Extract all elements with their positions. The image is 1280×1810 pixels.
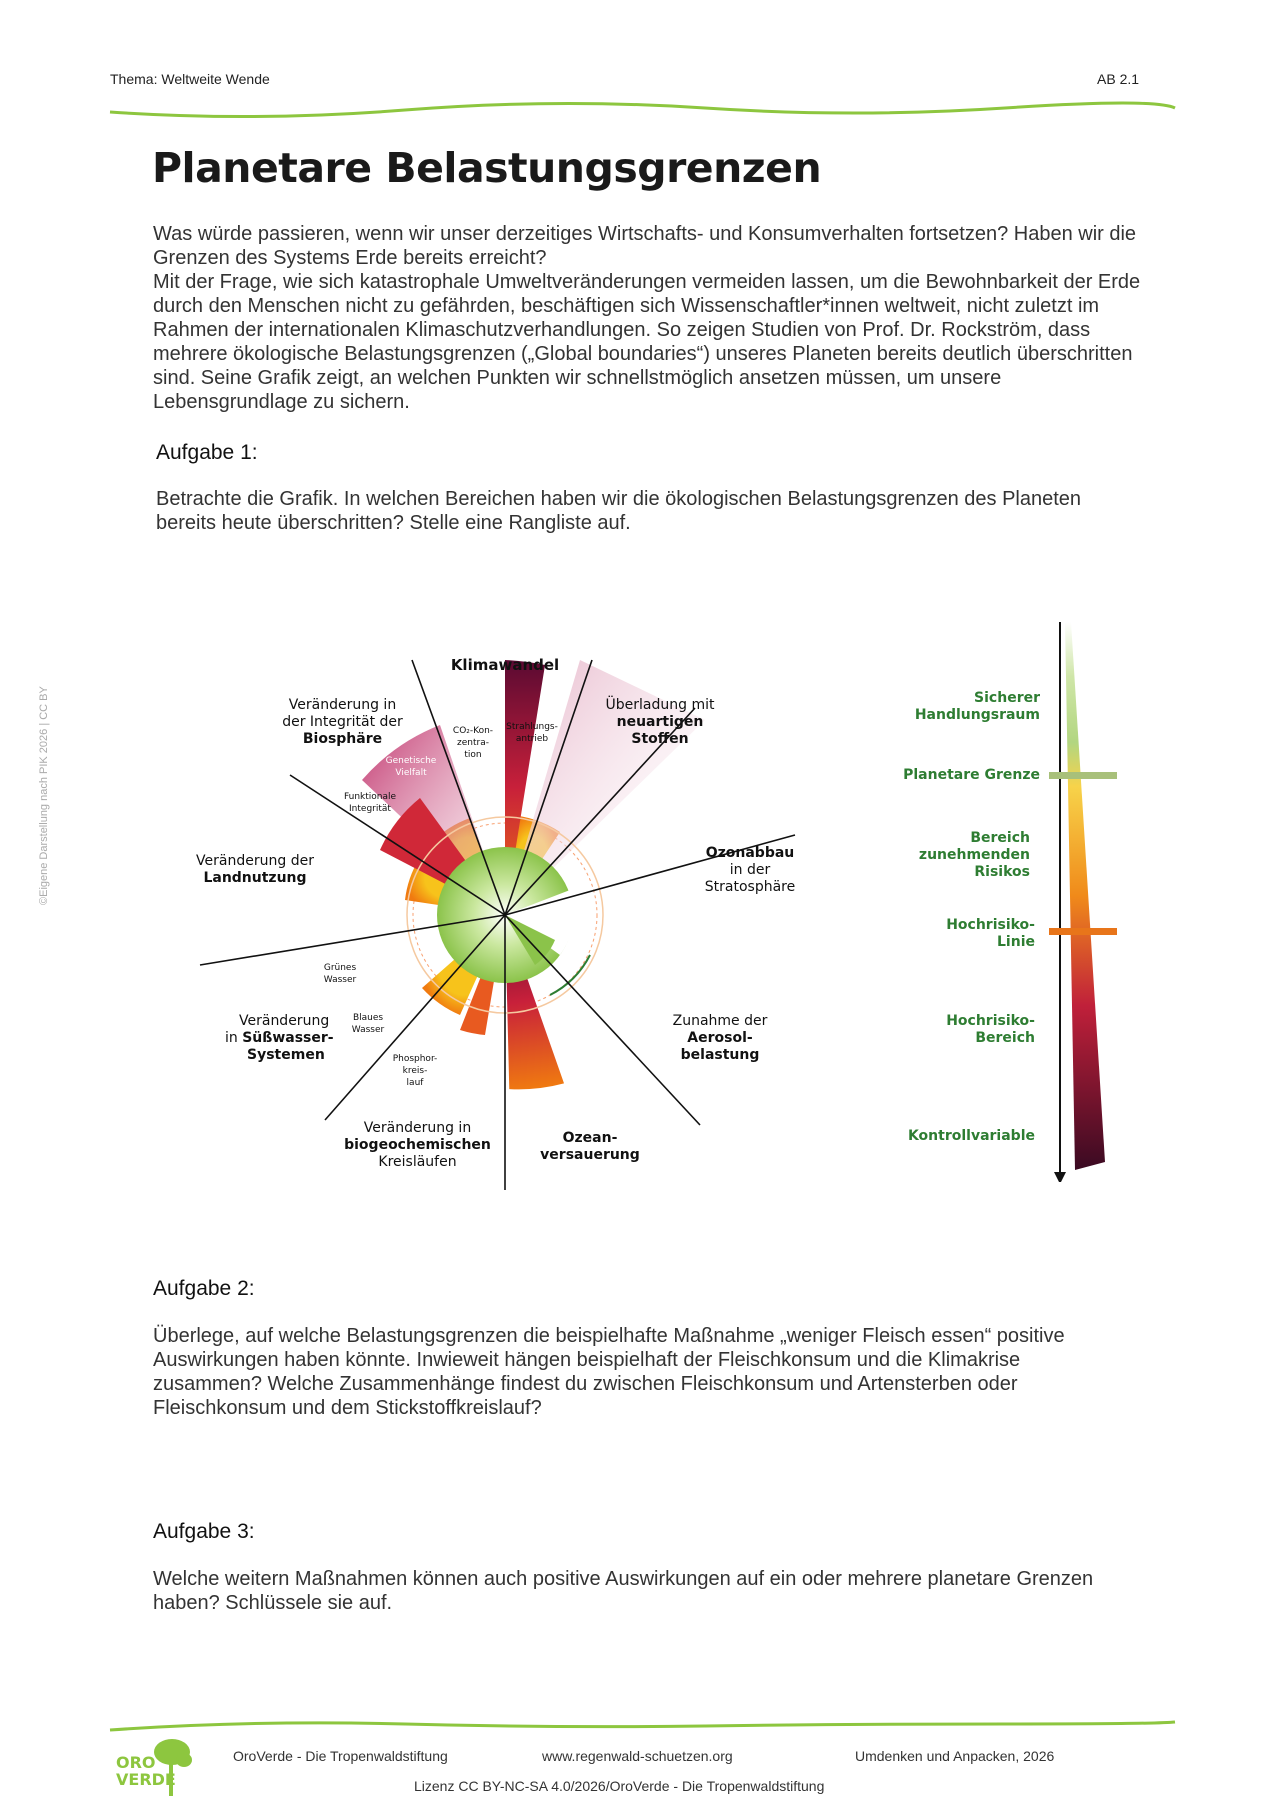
scale-label-safe: Sicherer Handlungsraum [914, 690, 1040, 723]
high-risk-marker [1049, 928, 1117, 935]
task1-heading: Aufgabe 1: [156, 441, 258, 464]
footer-org: OroVerde - Die Tropenwaldstiftung [233, 1748, 448, 1764]
task3-text: Welche weitern Maßnahmen können auch positive Auswirkungen auf ein oder mehrere planetare Grenzen haben? Schlüssele sie auf. [153, 1568, 1094, 1614]
page-title: Planetare Belastungsgrenzen [152, 144, 822, 192]
scale-label-increasing-risk: Bereich zunehmenden Risikos [918, 830, 1030, 880]
scale-label-high-risk-line: Hochrisiko- Linie [946, 917, 1035, 950]
label-genetische-vielfalt: Genetische Vielfalt [385, 756, 437, 778]
risk-scale [1035, 622, 1125, 1182]
task3-heading: Aufgabe 3: [153, 1520, 255, 1543]
scale-wedge [1065, 622, 1105, 1170]
scale-label-control-variable: Kontrollvariable [907, 1128, 1035, 1144]
label-neuartige-stoffe: Überladung mit neuartigen Stoffen [605, 697, 715, 747]
label-funktionale-integritaet: Funktionale Integrität [343, 792, 397, 814]
task1-text: Betrachte die Grafik. In welchen Bereichen haben wir die ökologischen Belastungsgrenzen des Planeten bereits heute überschritten? Stelle eine Rangliste auf. [156, 488, 1082, 534]
label-blaues-wasser: Blaues Wasser [351, 1013, 385, 1035]
task2-heading: Aufgabe 2: [153, 1277, 255, 1300]
label-klimawandel: Klimawandel [450, 656, 560, 674]
footer-series: Umdenken und Anpacken, 2026 [855, 1748, 1055, 1764]
scale-label-boundary: Planetare Grenze [903, 767, 1040, 783]
footer-url[interactable]: www.regenwald-schuetzen.org [542, 1748, 733, 1764]
footer-wave-divider [105, 1712, 1180, 1742]
scale-label-high-risk-zone: Hochrisiko- Bereich [946, 1013, 1035, 1046]
logo-wordmark: ORO VERDE [116, 1753, 176, 1789]
header-code: AB 2.1 [1097, 71, 1140, 87]
label-phosphorkreislauf: Phosphor- kreis- lauf [392, 1054, 438, 1088]
label-gruenes-wasser: Grünes Wasser [323, 963, 357, 985]
intro-paragraph-2: Mit der Frage, wie sich katastrophale Umweltveränderungen vermeiden lassen, um die Bewohnbarkeit der Erde durch den Menschen nicht zu gefährden, beschäftigen sich Wissenschaftler*innen weltweit, nicht zuletzt im Rahmen der internationalen Klimaschutzverhandlungen. So zeigen Studien von Prof. Dr. Rockström, dass mehrere ökologische Belastungsgrenzen („Global boundaries“) unseres Planeten bereits deutlich überschritten sind. Seine Grafik zeigt, an welchen Punkten wir schnellstmöglich ansetzen müssen, um unsere Lebensgrundlage zu sichern. [153, 271, 1141, 413]
label-biosphaere: Veränderung in der Integrität der Biosphäre [282, 697, 403, 747]
label-suesswasser: Veränderung in Süßwasser- Systemen [225, 1013, 334, 1063]
label-strahlungsantrieb: Strahlungs- antrieb [506, 722, 558, 744]
header-wave-divider [105, 96, 1180, 126]
scale-arrow [1054, 1172, 1066, 1182]
oroverde-logo [112, 1732, 192, 1802]
label-co2: CO₂-Kon- zentra- tion [452, 726, 494, 760]
task2-text: Überlege, auf welche Belastungsgrenzen die beispielhafte Maßnahme „weniger Fleisch essen“ positive Auswirkungen haben könnte. Inwieweit hängen beispielhaft der Fleischkonsum und die Klimakrise zusammen? Welche Zusammenhänge findest du zwischen Fleischkonsum und Artensterben oder Fleischkonsum und dem Stickstoffkreislauf? [153, 1325, 1065, 1419]
label-ozeanversauerung: Ozean- versauerung [540, 1130, 640, 1163]
diagram-credit: ©Eigene Darstellung nach PIK 2026 | CC BY [38, 686, 50, 905]
header-topic: Thema: Weltweite Wende [110, 71, 270, 87]
label-landnutzung: Veränderung der Landnutzung [196, 853, 314, 886]
label-ozonabbau: Ozonabbau in der Stratosphäre [704, 845, 796, 895]
intro-paragraph-1: Was würde passieren, wenn wir unser derzeitiges Wirtschafts- und Konsumverhalten fortsetzen? Haben wir die Grenzen des Systems Erde bereits erreicht? [153, 223, 1137, 269]
boundary-marker [1049, 772, 1117, 779]
intro-text [153, 222, 1143, 414]
footer-license: Lizenz CC BY-NC-SA 4.0/2026/OroVerde - Die Tropenwaldstiftung [414, 1778, 825, 1794]
label-aerosol: Zunahme der Aerosol- belastung [672, 1013, 768, 1063]
label-biogeochemisch: Veränderung in biogeochemischen Kreisläufen [344, 1120, 491, 1170]
label-stickstoffkreislauf: Stickstoff- kreis- lauf [450, 1064, 497, 1098]
